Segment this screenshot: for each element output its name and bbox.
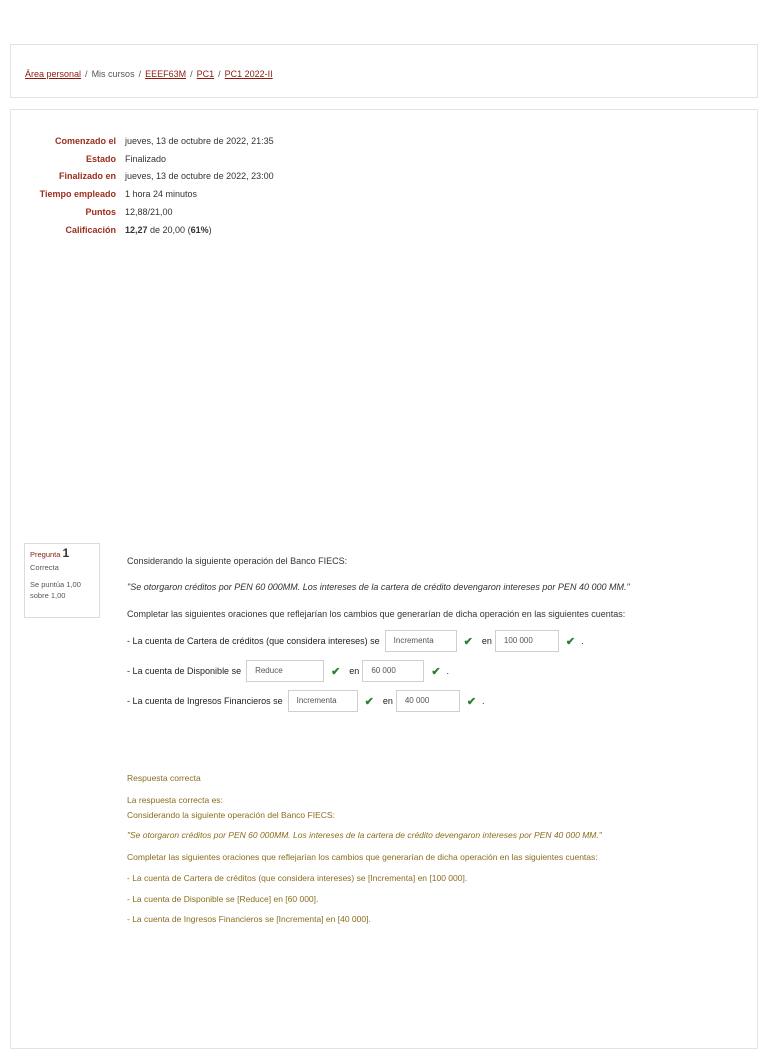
- breadcrumb-pc1[interactable]: PC1: [196, 69, 215, 79]
- feedback-heading: La respuesta correcta es:: [127, 795, 223, 805]
- answer-word: en: [481, 636, 492, 646]
- answer-word: en: [382, 696, 393, 706]
- answer-select-direction[interactable]: Incrementa: [288, 690, 358, 712]
- summary-label: Calificación: [65, 224, 116, 235]
- summary-label: Tiempo empleado: [39, 189, 116, 200]
- question-number-value: 1: [62, 546, 70, 560]
- breadcrumb-quiz[interactable]: PC1 2022-II: [224, 69, 273, 79]
- feedback-instruction: Completar las siguientes oraciones que reflejarían los cambios que generarían de dicha operación en las siguientes cuentas:: [127, 852, 598, 862]
- feedback-line: - La cuenta de Disponible se [Reduce] en [60 000].: [127, 894, 319, 904]
- question-grade-line1: Se puntúa 1,00: [30, 580, 81, 589]
- summary-row-time: [11, 185, 274, 203]
- feedback-intro: Considerando la siguiente operación del Banco FIECS:: [127, 810, 335, 820]
- question-intro: Considerando la siguiente operación del Banco FIECS:: [127, 556, 348, 566]
- breadcrumb-mis-cursos: Mis cursos: [91, 69, 135, 79]
- answer-line-1: [127, 630, 584, 652]
- question-number: [30, 548, 94, 560]
- summary-value: Finalizado: [125, 153, 167, 164]
- answer-select-amount[interactable]: 40 000: [396, 690, 460, 712]
- answer-end: .: [446, 666, 450, 676]
- answer-line-3: [127, 690, 485, 712]
- summary-label: Comenzado el: [54, 135, 116, 146]
- question-quote: "Se otorgaron créditos por PEN 60 000MM. Los intereses de la cartera de crédito devengaron intereses por PEN 40 000 MM.": [127, 582, 630, 592]
- check-icon: ✔: [364, 695, 374, 708]
- grade-percent: 61%: [190, 224, 209, 235]
- feedback-status: Respuesta correcta: [127, 773, 201, 783]
- check-icon: ✔: [331, 665, 341, 678]
- question-label: Pregunta: [30, 550, 61, 559]
- breadcrumb-bar: [10, 44, 758, 98]
- summary-label: Estado: [85, 153, 116, 164]
- check-icon: ✔: [565, 635, 576, 648]
- answer-line-text: - La cuenta de Ingresos Financieros se: [127, 696, 283, 706]
- grade-middle: de 20,00 (: [147, 224, 191, 235]
- grade-value: 12,27: [125, 224, 148, 235]
- attempt-summary: [11, 132, 274, 239]
- answer-select-amount[interactable]: 60 000: [362, 660, 424, 682]
- answer-select-direction[interactable]: Incrementa: [385, 630, 457, 652]
- summary-row-started: [11, 132, 274, 150]
- breadcrumb-separator: /: [190, 69, 193, 79]
- answer-end: .: [581, 636, 584, 646]
- summary-label: Finalizado en: [58, 171, 116, 182]
- summary-value: 12,88/21,00: [125, 207, 173, 218]
- summary-value: jueves, 13 de octubre de 2022, 21:35: [125, 135, 274, 146]
- question-info: [24, 543, 100, 618]
- breadcrumb-separator: /: [138, 69, 142, 79]
- breadcrumb: [25, 69, 273, 79]
- answer-end: .: [482, 696, 485, 706]
- summary-row-finished: [11, 168, 274, 186]
- summary-value: [125, 225, 212, 235]
- answer-line-text: - La cuenta de Cartera de créditos (que considera intereses) se: [127, 636, 380, 646]
- summary-label: Puntos: [85, 207, 116, 218]
- answer-line-text: - La cuenta de Disponible se: [127, 666, 242, 676]
- question-instruction: Completar las siguientes oraciones que reflejarían los cambios que generarían de dicha operación en las siguientes cuentas:: [127, 609, 626, 619]
- summary-value: 1 hora 24 minutos: [125, 189, 198, 200]
- feedback-quote: "Se otorgaron créditos por PEN 60 000MM. Los intereses de la cartera de crédito devengaron intereses por PEN 40 000 MM.": [127, 830, 602, 840]
- feedback-line: - La cuenta de Cartera de créditos (que considera intereses) se [Incrementa] en [100 000].: [127, 873, 468, 883]
- breadcrumb-separator: /: [85, 69, 88, 79]
- summary-row-state: [11, 150, 274, 168]
- question-state: Correcta: [30, 563, 59, 572]
- answer-select-amount[interactable]: 100 000: [495, 630, 559, 652]
- answer-word: en: [349, 666, 360, 676]
- answer-line-2: [127, 660, 449, 682]
- breadcrumb-separator: /: [218, 69, 221, 79]
- check-icon: ✔: [463, 635, 473, 648]
- check-icon: ✔: [466, 695, 477, 708]
- grade-close: ): [208, 224, 212, 235]
- answer-select-direction[interactable]: Reduce: [246, 660, 324, 682]
- summary-value: jueves, 13 de octubre de 2022, 23:00: [125, 171, 274, 182]
- question-grade-line2: sobre 1,00: [30, 591, 66, 600]
- breadcrumb-area-personal[interactable]: Área personal: [25, 69, 82, 79]
- check-icon: ✔: [431, 665, 441, 678]
- summary-row-points: [11, 203, 274, 221]
- breadcrumb-course[interactable]: EEEF63M: [145, 69, 187, 79]
- quiz-review-panel: [10, 109, 758, 1049]
- summary-row-grade: [11, 221, 274, 239]
- feedback-line: - La cuenta de Ingresos Financieros se [Incrementa] en [40 000].: [127, 914, 371, 924]
